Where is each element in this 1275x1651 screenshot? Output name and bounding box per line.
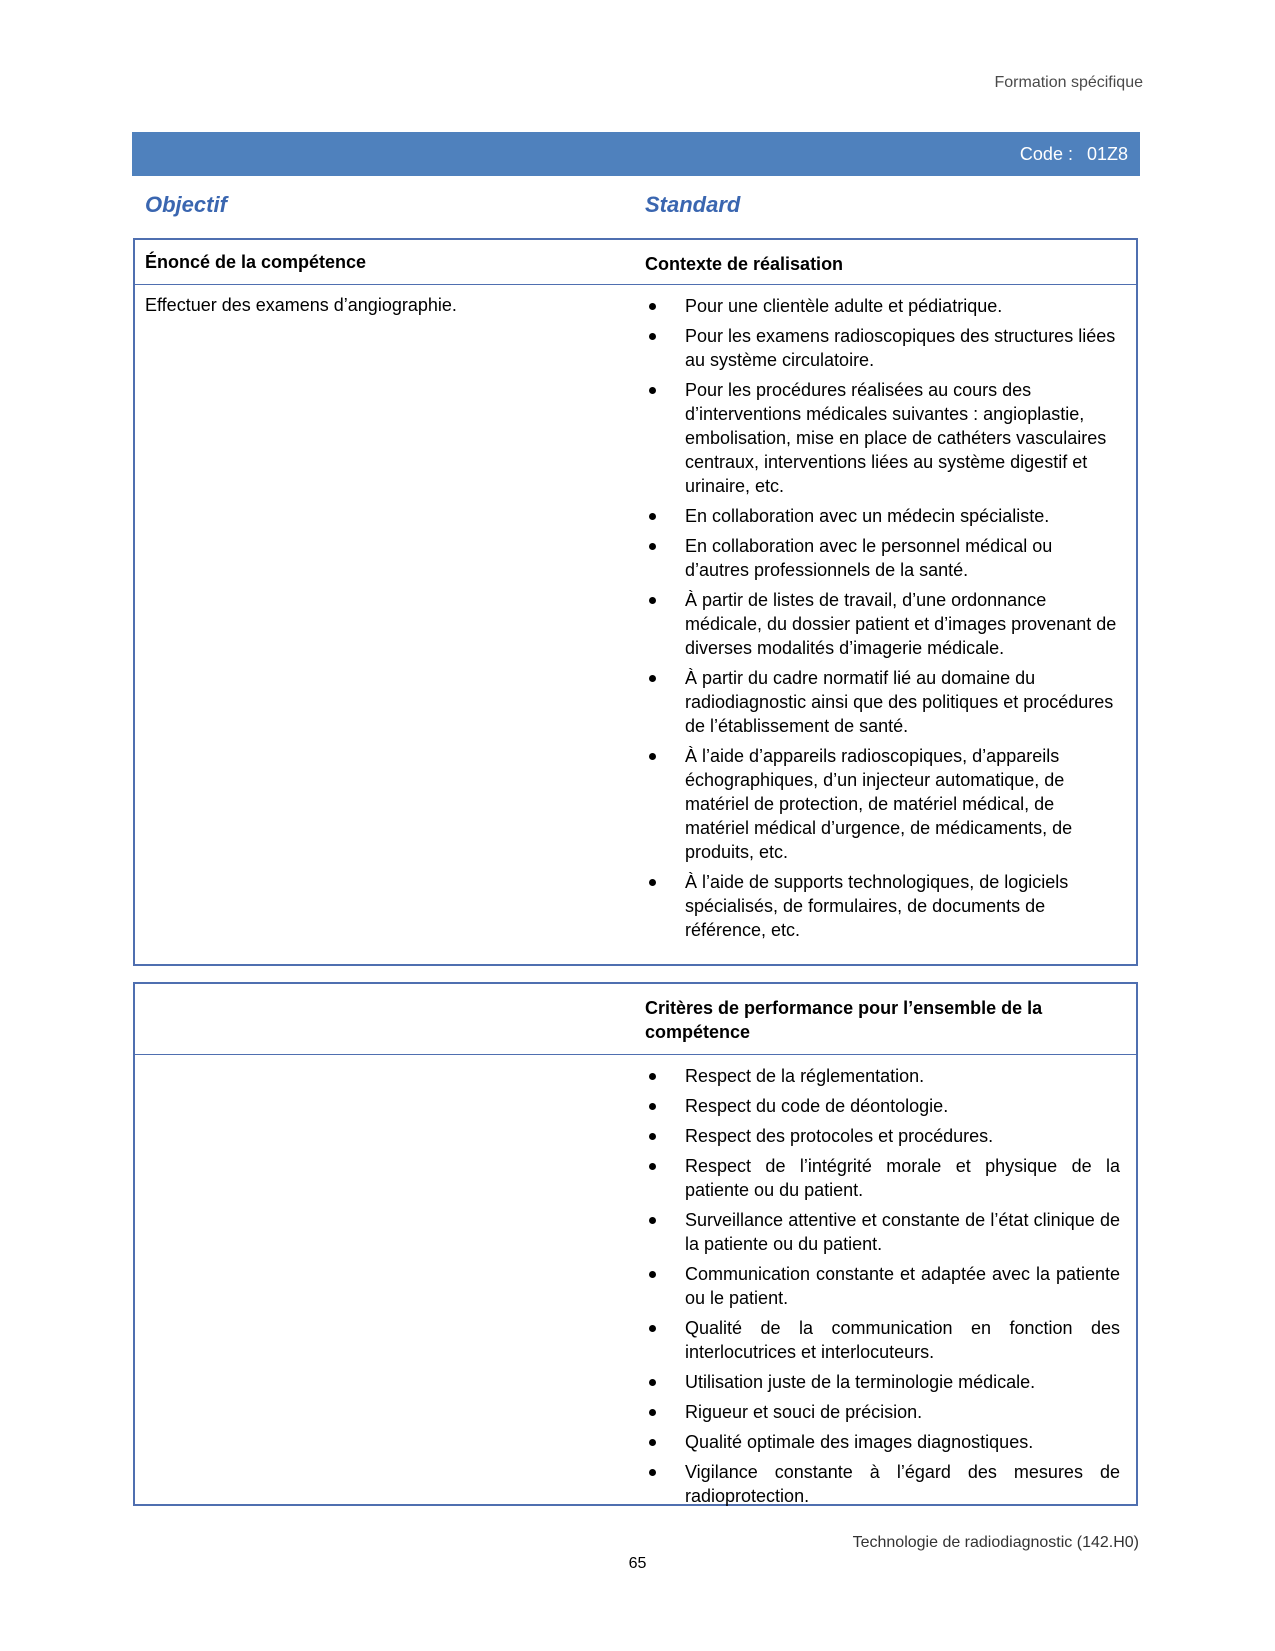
- bullet-icon: [649, 597, 656, 604]
- list-item: À l’aide de supports technologiques, de logiciels spécialisés, de formulaires, de documents de référence, etc.: [645, 870, 1120, 942]
- competence-statement-title: Énoncé de la compétence: [145, 252, 367, 272]
- list-item: Surveillance attentive et constante de l’état clinique de la patiente ou du patient.: [645, 1208, 1120, 1256]
- bullet-icon: [649, 1133, 656, 1140]
- list-item: Utilisation juste de la terminologie médicale.: [645, 1370, 1120, 1394]
- bullet-icon: [649, 753, 656, 760]
- footer-program: Technologie de radiodiagnostic (142.H0): [852, 1534, 1139, 1551]
- list-item: À partir du cadre normatif lié au domaine du radiodiagnostic ainsi que des politiques et procédures de l’établissement de santé.: [645, 666, 1120, 738]
- criteria-table: [133, 982, 1138, 1506]
- bullet-icon: [649, 1469, 656, 1476]
- bullet-icon: [649, 1103, 656, 1110]
- context-list: [645, 294, 1120, 948]
- page-number: 65: [628, 1555, 647, 1572]
- heading-standard: Standard: [645, 192, 741, 217]
- list-item: À l’aide d’appareils radioscopiques, d’appareils échographiques, d’un injecteur automatique, de matériel de protection, de matériel médical, de matériel médical d’urgence, de médicaments, de produits, etc.: [645, 744, 1120, 864]
- list-item: En collaboration avec le personnel médical ou d’autres professionnels de la santé.: [645, 534, 1120, 582]
- list-item: Communication constante et adaptée avec la patiente ou le patient.: [645, 1262, 1120, 1310]
- section-label: Formation spécifique: [994, 74, 1143, 91]
- list-item: Respect des protocoles et procédures.: [645, 1124, 1120, 1148]
- context-title: Contexte de réalisation: [645, 254, 844, 274]
- criteria-table-header: [135, 984, 1136, 1055]
- code-bar: [132, 132, 1140, 176]
- bullet-icon: [649, 1379, 656, 1386]
- bullet-icon: [649, 1325, 656, 1332]
- list-item: Respect de l’intégrité morale et physique de la patiente ou du patient.: [645, 1154, 1120, 1202]
- bullet-icon: [649, 1271, 656, 1278]
- bullet-icon: [649, 543, 656, 550]
- list-item: Pour les procédures réalisées au cours des d’interventions médicales suivantes : angioplastie, embolisation, mise en place de cathéters vasculaires centraux, interventions liées au système digestif et urinaire, etc.: [645, 378, 1120, 498]
- bullet-icon: [649, 1409, 656, 1416]
- bullet-icon: [649, 513, 656, 520]
- bullet-icon: [649, 1163, 656, 1170]
- bullet-icon: [649, 1073, 656, 1080]
- list-item: Qualité de la communication en fonction des interlocutrices et interlocuteurs.: [645, 1316, 1120, 1364]
- code-label: Code :: [1019, 143, 1073, 164]
- bullet-icon: [649, 1439, 656, 1446]
- list-item: Qualité optimale des images diagnostiques.: [645, 1430, 1120, 1454]
- competence-statement: Effectuer des examens d’angiographie.: [145, 295, 457, 315]
- list-item: Rigueur et souci de précision.: [645, 1400, 1120, 1424]
- criteria-list: [645, 1064, 1120, 1514]
- list-item: Pour une clientèle adulte et pédiatrique.: [645, 294, 1120, 318]
- heading-objectif: Objectif: [145, 192, 227, 217]
- bullet-icon: [649, 1217, 656, 1224]
- code-value: 01Z8: [1086, 143, 1128, 164]
- bullet-icon: [649, 675, 656, 682]
- list-item: À partir de listes de travail, d’une ordonnance médicale, du dossier patient et d’images provenant de diverses modalités d’imagerie médicale.: [645, 588, 1120, 660]
- bullet-icon: [649, 387, 656, 394]
- list-item: En collaboration avec un médecin spécialiste.: [645, 504, 1120, 528]
- bullet-icon: [649, 303, 656, 310]
- criteria-title: Critères de performance pour l’ensemble de la compétence: [645, 998, 1043, 1042]
- bullet-icon: [649, 333, 656, 340]
- list-item: Vigilance constante à l’égard des mesures de radioprotection.: [645, 1460, 1120, 1508]
- bullet-icon: [649, 879, 656, 886]
- competence-table-header: [135, 240, 1136, 285]
- competence-table: [133, 238, 1138, 966]
- list-item: Respect du code de déontologie.: [645, 1094, 1120, 1118]
- list-item: Pour les examens radioscopiques des structures liées au système circulatoire.: [645, 324, 1120, 372]
- list-item: Respect de la réglementation.: [645, 1064, 1120, 1088]
